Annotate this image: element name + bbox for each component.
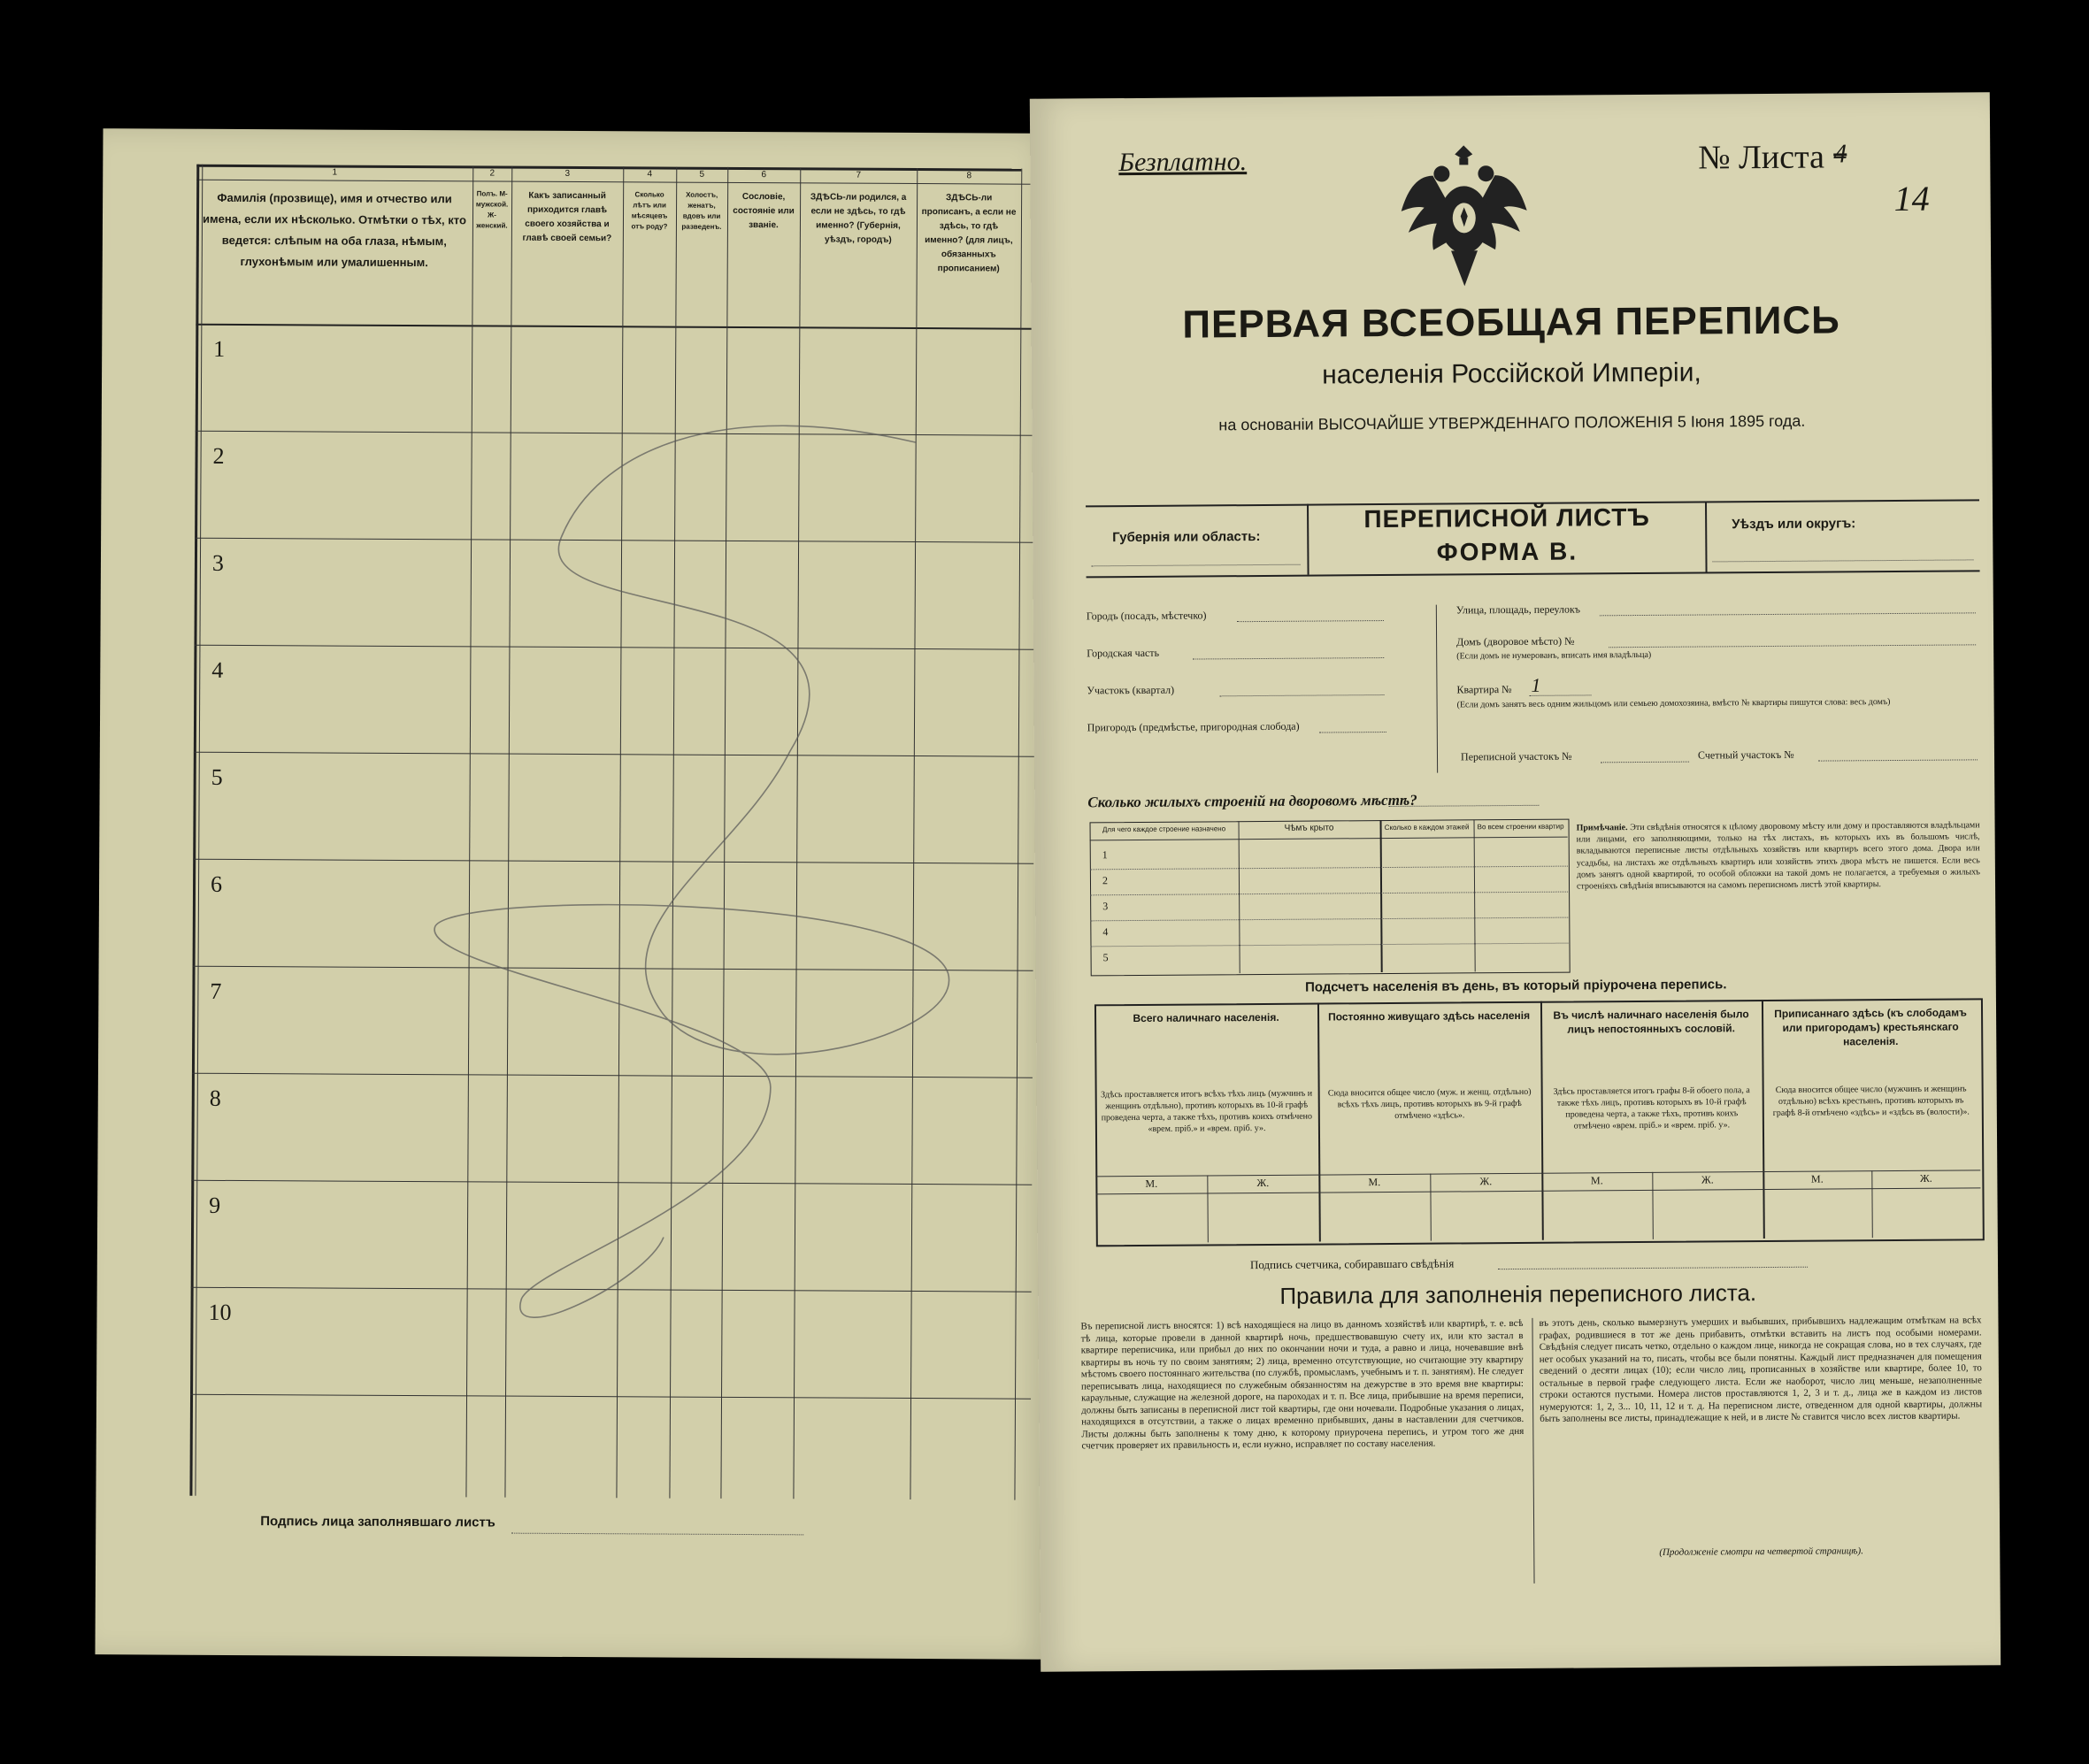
field-counting-district: Счетный участокъ № xyxy=(1697,748,1794,762)
main-title: ПЕРВАЯ ВСЕОБЩАЯ ПЕРЕПИСЬ xyxy=(1182,298,1840,347)
field-suburb-line[interactable] xyxy=(1319,732,1386,733)
summary-count-cell[interactable] xyxy=(1541,1190,1652,1240)
header-box-bottom xyxy=(1087,570,1980,578)
column-number: 7 xyxy=(856,170,862,180)
buildings-header-roof: Чѣмъ крыто xyxy=(1284,823,1334,833)
column-header: ЗДѢСЬ-ли прописанъ, а если не здѣсь, то гдѣ именно? (для лицъ, обязанныхъ прописанием) xyxy=(921,193,1017,274)
summary-col-header: Всего наличнаго населенія. xyxy=(1133,1010,1279,1025)
buildings-row-number: 3 xyxy=(1102,900,1109,913)
left-page xyxy=(95,128,1054,1660)
rules-column-2: въ этотъ день, сколько вымерзнутъ умерших и выбывших, прибывшихъ надлежащим отмѣткам на всѣх графах, родившиеся в тот же день прибавить, отмѣтки вставить на листъ под особыми номерами. Свѣдѣнія следует писать четко, отдельно о каждом лице, никогда не сокращая слова, но в тех случаях, где нет особых указаний на то, писать, чтобы все были понятны. Каждый лист предназначен для помещения сведений о десяти лицах (10); если число лиц, прописанных в хозяйстве или квартире, более 10, то остальные в первой графе следующего листа. Если же наоборот, число лиц меньше, незаполненные строки остаются пустыми. Номера листов проставляются 1, 2, 3 и т. д., лица же в каждом из листов нумеруются: 1, 2, 3... 10, 11, 12 и т. д. На переписном листе, отведенном для одной квартиры, должны быть заполнены все листы, принадлежащие к ней, и в листе № ставится число всех листов квартиры. xyxy=(1539,1315,1983,1424)
summary-col-header: Постоянно живущаго здѣсь населенія xyxy=(1328,1009,1531,1024)
field-counting-district-line[interactable] xyxy=(1818,759,1978,761)
row-number: 5 xyxy=(211,763,223,790)
summary-count-cell[interactable] xyxy=(1207,1193,1318,1243)
field-apartment-value[interactable]: 1 xyxy=(1531,673,1541,696)
field-house-line[interactable] xyxy=(1609,644,1976,648)
column-number: 4 xyxy=(647,169,653,180)
field-apartment: Квартира № xyxy=(1456,683,1512,696)
buildings-row-number: 1 xyxy=(1102,848,1108,862)
corner-number: 14 xyxy=(1893,178,1930,219)
column-header: Фамилія (прозвище), имя и отчество или имена, если их нѣсколько. Отмѣтки о тѣх, кто ведется: слѣпым на оба глаза, нѣмым, глухонѣмым или умалишенным. xyxy=(202,190,466,270)
field-precinct: Участокъ (квартал) xyxy=(1087,683,1175,697)
summary-sex-label: М. xyxy=(1145,1177,1158,1190)
summary-count-cell[interactable] xyxy=(1430,1191,1541,1241)
column-header: Сколько лѣтъ или мѣсяцевъ отъ роду? xyxy=(631,190,668,231)
buildings-header-purpose: Для чего каждое строение назначено xyxy=(1102,824,1226,834)
row-number: 3 xyxy=(211,549,225,576)
column-number: 6 xyxy=(761,170,767,180)
row-number: 9 xyxy=(209,1192,221,1218)
summary-count-cell[interactable] xyxy=(1318,1192,1430,1242)
field-apartment-line[interactable] xyxy=(1530,694,1592,695)
buildings-row-number: 4 xyxy=(1102,925,1109,939)
rules-continued: (Продолженіе смотри на четвертой страницѣ). xyxy=(1659,1545,1863,1558)
summary-sex-label: Ж. xyxy=(1256,1176,1270,1190)
column-header: Сословіе, состояніе или званіе. xyxy=(733,191,795,231)
field-house-note: (Если домъ не нумерованъ, вписать имя владѣльца) xyxy=(1456,649,1652,662)
note-block xyxy=(1577,819,1981,892)
summary-col-body: Здѣсь проставляется итогъ графы 8-й обоего пола, а также тѣхъ лицъ, противъ которыхъ въ 10-й графѣ проведена черта, а также тѣхъ, противъ коихъ отмѣчено «врем. пріб.» и «врем. пріб. у». xyxy=(1553,1085,1750,1131)
field-city-part: Городская часть xyxy=(1087,646,1160,660)
row-number: 7 xyxy=(210,978,222,1004)
sheet-title: ПЕРЕПИСНОЙ ЛИСТЪ xyxy=(1363,502,1650,533)
row-number: 4 xyxy=(211,656,224,683)
right-page xyxy=(1030,92,2001,1672)
field-apartment-note: (Если домъ занятъ весь одним жильцомъ или семьею домохозяина, вмѣсто № квартиры пишутся слова: весь домъ) xyxy=(1456,697,1891,710)
form-label: ФОРМА В. xyxy=(1436,537,1578,566)
note-label: Примѣчаніе. xyxy=(1576,823,1628,833)
province-label: Губернія или область: xyxy=(1112,529,1261,546)
summary-col-header: Въ числѣ наличнаго населенія было лицъ непостоянныхъ сословій. xyxy=(1553,1008,1749,1036)
field-street-line[interactable] xyxy=(1600,612,1976,616)
column-number: 2 xyxy=(489,168,495,179)
district-field[interactable] xyxy=(1712,559,1973,562)
summary-col-body: Сюда вносится общее число (муж. и женщ. отдѣльно) всѣхъ тѣхъ лицъ, противъ которыхъ въ 9-й графѣ отмѣчено «здѣсь». xyxy=(1327,1086,1532,1121)
subtitle: населенія Россійской Имперіи, xyxy=(1322,357,1701,390)
sheet-number-value[interactable]: 4 xyxy=(1833,139,1847,169)
buildings-header-floors: Сколько в каждом этажей xyxy=(1384,823,1470,832)
summary-sex-label: Ж. xyxy=(1479,1175,1493,1188)
field-house: Домъ (дворовое мѣсто) № xyxy=(1456,634,1575,648)
rules-column-1: Въ переписной листъ вносятся: 1) всѣ находящіеся на лицо въ данномъ хозяйствѣ или квартирѣ, т. е. всѣ тѣ лица, которые провели в данной квартирѣ ночь, предшествовавшую счету их, или кто застал в квартире переписчика, или прибыл до них по окончании ночи и туда, а равно и лица, ночевавшие внѣ квартиры въ ночь ту по своим занятиям; 2) лица, временно отсутствующие, но считающие эту квартиру мѣстомъ своего постояннаго жительства (по службѣ, промысламъ, учебнымъ и т. п. занятиям). Не следует переписывать лица, находящиеся по служебным обязанностям на дежурстве в это время вне квартиры: караульные, служащие на железной дороге, на пароходах и т. п. Все лица, прибывшие на время переписи, должны быть записаны в переписной лист той квартиры, где они ночевали. Подробные указания о лицах, находящихся в отсутствии, а также о лицах временно прибывших, даны в наставлении для счетчиков. Листы должны быть заполнены к тому дню, к которому приурочена перепись, и утром того же дня счетчик проверяет их правильность и, если нужно, исправляет по составу населения. xyxy=(1080,1317,1525,1452)
column-header: Холостъ, женатъ, вдовъ или разведенъ. xyxy=(681,190,722,231)
handwritten-stroke xyxy=(95,128,1054,1660)
buildings-question: Сколько жилыхъ строеній на дворовомъ мѣстѣ? xyxy=(1087,791,1417,811)
counter-signature-line[interactable] xyxy=(1498,1267,1808,1269)
buildings-table xyxy=(1090,819,1571,977)
summary-title: Подсчетъ населенія въ день, въ который пріурочена перепись. xyxy=(1305,977,1727,995)
summary-count-cell[interactable] xyxy=(1095,1193,1207,1243)
field-street: Улица, площадь, переулокъ xyxy=(1455,602,1581,617)
legal-basis: на основаніи ВЫСОЧАЙШЕ УТВЕРЖДЕННАГО ПОЛОЖЕНІЯ 5 Іюня 1895 года. xyxy=(1218,411,1806,434)
column-header: Какъ записанный приходится главѣ своего хозяйства и главѣ своей семьи? xyxy=(522,190,612,244)
summary-sex-label: М. xyxy=(1810,1172,1824,1185)
double-headed-eagle-emblem xyxy=(1397,140,1531,291)
rules-title: Правила для заполненія переписного листа. xyxy=(1279,1279,1757,1309)
field-census-district-line[interactable] xyxy=(1601,762,1689,763)
address-divider xyxy=(1436,605,1438,773)
row-number: 2 xyxy=(212,442,225,469)
summary-sex-label: Ж. xyxy=(1701,1173,1714,1186)
buildings-header-apartments: Во всем строении квартир xyxy=(1477,822,1564,832)
field-city: Городъ (посадъ, мѣстечко) xyxy=(1086,609,1207,623)
counter-signature-label: Подпись счетчика, собиравшаго свѣдѣнія xyxy=(1249,1256,1455,1272)
row-number: 6 xyxy=(210,870,223,897)
rules-column-divider xyxy=(1532,1318,1534,1584)
field-census-district: Переписной участокъ № xyxy=(1460,749,1572,763)
column-header: ЗДѢСЬ-ли родился, а если не здѣсь, то гдѣ именно? (Губернія, уѣздъ, городъ) xyxy=(810,192,907,245)
summary-sex-label: Ж. xyxy=(1919,1171,1932,1185)
sheet-number-label: № Листа xyxy=(1698,138,1825,177)
field-precinct-line[interactable] xyxy=(1220,694,1385,696)
note-text: Эти свѣдѣнія относятся к цѣлому дворовому мѣсту или дому и проставляются владѣльцами или лицами, его заполняющими, только на тѣх листахъ, въ которыхъ ихъ въ большомъ числѣ, вкладываются переписные листы отдѣльныхъ хозяйствъ или квартиръ всего этого дома. Двора или усадьбы, на листахъ же отдѣльныхъ квартиръ или хозяйствъ этихъ двора мѣстъ не пишется. Если весь домъ занятъ одной квартирой, то особой обложки на такой домъ не полагается, а требуемыя о жилыхъ строеніяхъ свѣдѣнія вписываются на самомъ переписномъ листѣ этой квартиры. xyxy=(1576,820,1980,892)
buildings-count-line[interactable] xyxy=(1388,805,1539,807)
row-number: 1 xyxy=(213,335,226,362)
column-number: 8 xyxy=(966,171,972,181)
field-suburb: Пригородъ (предмѣстье, пригородная слобода) xyxy=(1087,719,1300,734)
free-label: Безплатно. xyxy=(1118,147,1248,178)
summary-col-body: Сюда вносится общее число (мужчинъ и женщинъ отдѣльно) всѣхъ крестьянъ, противъ которыхъ въ графѣ 8-й отмѣчено «здѣсь» и «здѣсь въ (волости)». xyxy=(1772,1084,1970,1118)
row-number: 10 xyxy=(208,1299,232,1325)
column-header: Полъ. М-мужской. Ж-женский. xyxy=(475,189,509,230)
column-number: 5 xyxy=(699,169,705,180)
column-number: 1 xyxy=(332,167,338,178)
province-field[interactable] xyxy=(1091,564,1300,567)
buildings-row-number: 2 xyxy=(1102,874,1109,887)
summary-col-body: Здѣсь проставляется итогъ всѣхъ тѣхъ лицъ (мужчинъ и женщинъ отдѣльно), противъ которыхъ въ 10-й графѣ проведена черта, а также тѣхъ, противъ коихъ отмѣчено «врем. пріб.» и «врем. пріб. у». xyxy=(1101,1088,1313,1134)
summary-sex-label: М. xyxy=(1368,1176,1381,1189)
signature-label: Подпись лица заполнявшаго листъ xyxy=(260,1514,495,1530)
summary-count-cell[interactable] xyxy=(1652,1189,1763,1239)
field-city-line[interactable] xyxy=(1237,620,1384,622)
buildings-row-number: 5 xyxy=(1102,951,1109,964)
row-number: 8 xyxy=(209,1085,221,1111)
field-city-part-line[interactable] xyxy=(1193,657,1384,660)
district-label: Уѣздъ или округъ: xyxy=(1732,516,1856,533)
summary-col-header: Приписаннаго здѣсь (къ слободамъ или пригородамъ) крестьянскаго населенія. xyxy=(1774,1006,1967,1048)
column-number: 3 xyxy=(564,168,571,179)
summary-sex-label: М. xyxy=(1590,1174,1603,1187)
summary-count-cell[interactable] xyxy=(1871,1187,1980,1238)
summary-count-cell[interactable] xyxy=(1763,1188,1871,1239)
